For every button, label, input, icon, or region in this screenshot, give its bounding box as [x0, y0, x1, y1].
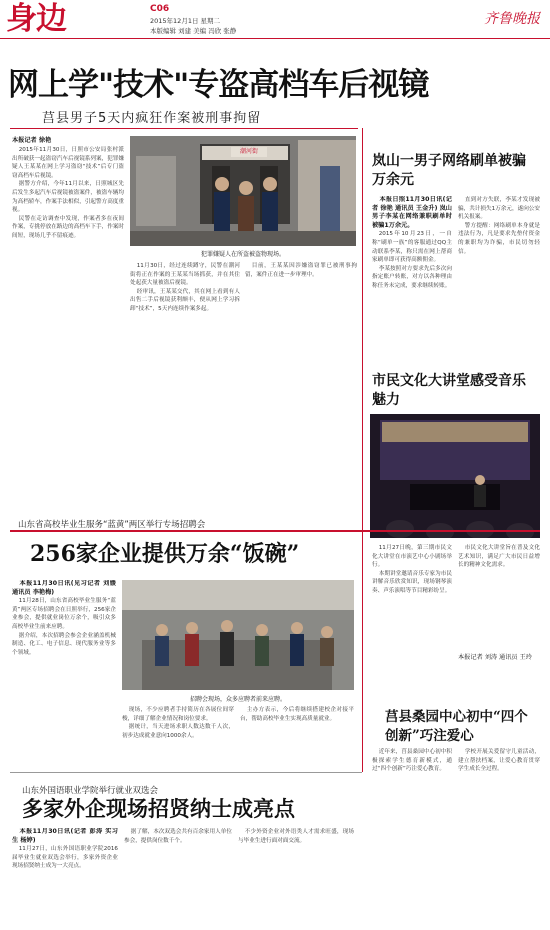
- editor-credits: 本版编辑 刘建 美编 冯欣 张静: [150, 27, 237, 35]
- column-divider: [362, 532, 363, 772]
- fraud-byline: 本报日照11月30日讯(记者 徐艳 通讯员 王金升) 岚山男子李某在网络兼职刷单时被骗1万余元。: [372, 196, 452, 229]
- vocational-kicker: 山东外国语职业学院举行就业双选会: [22, 786, 159, 796]
- lead-rule: [10, 128, 358, 129]
- vocational-byline: 本报11月30日讯(记者 彭涛 实习生 杨婷): [12, 828, 118, 844]
- fraud-column-2: [458, 196, 540, 366]
- page-number: C06: [150, 4, 170, 14]
- lead-photo: [130, 136, 356, 246]
- vocational-paragraph: 据了解，本次双选会共有百余家用人单位参会，提供岗位数千个。: [124, 829, 232, 844]
- lecture-paragraph: 本期讲堂邀请音乐专家为市民讲解音乐欣赏知识，现场钢琴演奏、声乐演唱等节目精彩纷呈。: [372, 570, 452, 594]
- jobfair-paragraph: 现场，不少应聘者手持简历在各展位间穿梭，详细了解企业情况和岗位要求。: [122, 707, 234, 722]
- fraud-paragraph: 2015年10月23日，一自称“刷单一族”的客服通过QQ主动联系李某，称只需在网上帮商家刷单即可获得高额佣金。: [372, 231, 452, 264]
- lecture-headline: 市民文化大讲堂感受音乐魅力: [372, 373, 526, 408]
- vocational-headline: 多家外企现场招贤纳士成亮点: [22, 796, 295, 821]
- jobfair-headline: 256家企业提供万余“饭碗”: [30, 541, 300, 567]
- fraud-column-1: [372, 196, 452, 366]
- jobfair-byline: 本报11月30日讯(见习记者 刘媛 通讯员 李艳梅): [12, 580, 116, 596]
- lecture-paragraph: 11月27日晚，第三期市民文化大讲堂在市演艺中心小剧场举行。: [372, 545, 452, 569]
- lead-column-2: [130, 262, 240, 524]
- lecture-photo: [370, 414, 540, 538]
- lead-column-1: [12, 146, 124, 524]
- section-logo: 身边: [6, 1, 66, 37]
- vocational-column-1: [12, 828, 118, 924]
- lead-paragraph: 民警在走访调查中发现，作案者多在夜间作案，专挑停放在路边的高档车下手，作案时间短，现场几乎不留痕迹。: [12, 215, 124, 239]
- vocational-column-3: [238, 828, 354, 924]
- lead-paragraph: 2015年11月30日，日照市公安局张村派出所破获一起盗窃汽车后视镜系列案，犯罪嫌疑人王某某在网上学习盗窃“技术”后专门盗窃高档车后视镜。: [12, 147, 124, 179]
- fraud-paragraph: 警方提醒：网络刷单本身就是违法行为，凡是要求先垫付资金的兼职均为诈骗，市民切勿轻信。: [458, 222, 540, 255]
- masthead: [0, 0, 550, 39]
- photo-street-sign: 潮河街: [231, 147, 267, 157]
- lead-paragraph: 据警方介绍，今年11月以来，日照城区先后发生多起汽车后视镜被盗案件，被盗车辆均为高档轿车，作案手法相似，引起警方高度重视。: [12, 181, 124, 214]
- section-rule: [10, 530, 540, 532]
- lecture-column-1: [372, 544, 452, 664]
- vocational-paragraph: 不少外资企业对外语类人才需求旺盛，现场与毕业生进行面对面交流。: [238, 829, 354, 844]
- lecture-column-2: [458, 544, 540, 648]
- jobfair-column-2: [122, 706, 234, 764]
- school-paragraph: 近年来，莒县桑园中心初中积极探索学生德育新模式，通过“四个创新”巧注爱心教育。: [372, 749, 452, 773]
- school-headline: 莒县桑园中心初中“四个创新”巧注爱心: [385, 709, 528, 744]
- lead-paragraph: 经审讯，王某某交代，其在网上看到有人出售二手后视镜获利颇丰，便从网上学习拆卸“技术”，5天内连续作案多起。: [130, 288, 240, 312]
- jobfair-paragraph: 主办方表示，今后将继续搭建校企对接平台，帮助高校毕业生实现高质量就业。: [240, 707, 354, 722]
- fraud-headline: 岚山一男子网络刷单被骗万余元: [372, 153, 526, 188]
- school-column-2: [458, 748, 540, 923]
- fraud-paragraph: 直到对方失联，李某才发现被骗，共计损失1万余元，遂向公安机关报案。: [458, 197, 540, 221]
- jobfair-column-3: [240, 706, 354, 764]
- column-divider: [362, 128, 363, 530]
- lead-paragraph: 11月30日，经过连续蹲守，民警在潮河街将正在作案的王某某当场抓获，并在其住处起获大量被盗后视镜。: [130, 263, 240, 287]
- jobfair-photo: [122, 580, 354, 690]
- vocational-paragraph: 11月27日，山东外国语职业学院2016届毕业生就业双选会举行，多家外资企业现场招贤纳士成为一大亮点。: [12, 846, 118, 870]
- lecture-byline: 本报记者 刘涛 通讯员 王玲: [458, 654, 532, 661]
- lead-subheadline: 莒县男子5天内疯狂作案被刑事拘留: [42, 111, 262, 126]
- lead-column-3: [245, 262, 357, 524]
- newspaper-brand: 齐鲁晚报: [484, 11, 540, 27]
- lead-photo-caption: 犯罪嫌疑人在所盗被盗物现场。: [200, 251, 285, 258]
- lecture-paragraph: 市民文化大讲堂旨在普及文化艺术知识，满足广大市民日益增长的精神文化需求。: [458, 545, 540, 569]
- jobfair-paragraph: 据介绍，本次招聘会参会企业涵盖机械制造、化工、电子信息、现代服务业等多个领域。: [12, 632, 116, 656]
- lead-byline: 本报记者 徐艳: [12, 137, 52, 144]
- jobfair-paragraph: 11月28日，山东省高校毕业生服务“蓝黄”两区专场招聘会在日照举行，256家企业参会，提供就业岗位万余个，吸引众多高校毕业生前来应聘。: [12, 598, 116, 630]
- lead-paragraph: 目前，王某某因涉嫌盗窃罪已被刑事拘留，案件正在进一步审理中。: [245, 263, 357, 278]
- vocational-column-2: [124, 828, 232, 924]
- jobfair-photo-caption: 招聘会现场，众多应聘者前来应聘。: [189, 696, 286, 703]
- school-column-1: [372, 748, 452, 923]
- jobfair-kicker: 山东省高校毕业生服务“蓝黄”两区举行专场招聘会: [18, 520, 206, 530]
- fraud-paragraph: 李某按照对方要求先后多次向指定账户转账，对方以各种理由称任务未完成，要求继续转账。: [372, 265, 452, 289]
- issue-date: 2015年12月1日 星期二: [150, 17, 221, 25]
- section-rule: [10, 772, 362, 773]
- school-paragraph: 学校开展关爱留守儿童活动，建立帮扶档案，让爱心教育贯穿学生成长全过程。: [458, 749, 540, 773]
- lead-headline: 网上学"技术"专盗高档车后视镜: [8, 67, 429, 103]
- jobfair-paragraph: 据统计，当天进场求职人数达数千人次，初步达成就业意向1000余人。: [122, 724, 234, 739]
